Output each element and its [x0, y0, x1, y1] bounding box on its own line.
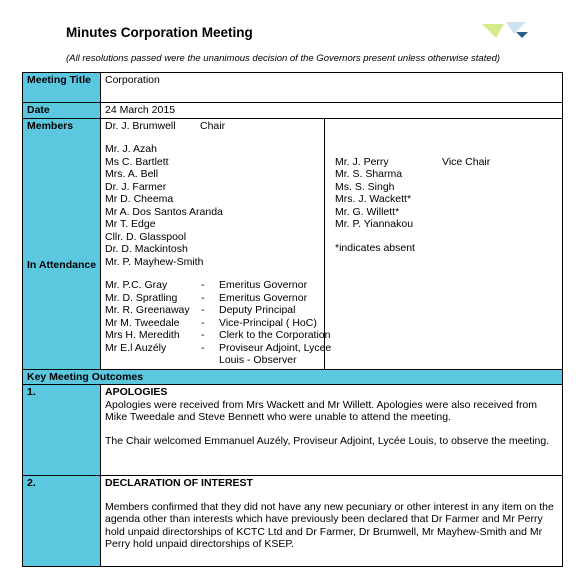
meeting-title-value: Corporation [101, 73, 563, 103]
list-item: Mr A. Dos Santos Aranda [105, 205, 223, 218]
list-item: Ms. S. Singh [335, 180, 395, 193]
absent-note: *indicates absent [335, 241, 415, 254]
outcome-number: 2. [23, 476, 101, 567]
list-item: Mr. G. Willett* [335, 205, 400, 218]
attendance-item: Mr M. Tweedale - Vice-Principal ( HoC) [105, 316, 317, 329]
members-label-cell [23, 118, 101, 369]
row-members [23, 118, 563, 369]
outcome-body [101, 476, 563, 567]
outcome-heading: APOLOGIES [105, 386, 168, 398]
outcome-heading: DECLARATION OF INTEREST [105, 477, 253, 489]
document-title: Minutes Corporation Meeting [66, 25, 253, 40]
row-outcomes-header [23, 369, 563, 385]
list-item: Dr. J. Farmer [105, 180, 167, 193]
list-item: Cllr. D. Glasspool [105, 230, 187, 243]
list-item: Ms C. Bartlett [105, 155, 169, 168]
minutes-table [22, 72, 563, 567]
members-left-cell [101, 118, 332, 369]
outcome-paragraph: Members confirmed that they did not have any new pecuniary or other interest in any item on the agenda other than interests which have previously been declared that Dr Farmer and Mr Perry hold unpaid directorships of KCTC Ltd and Dr Farmer, Dr Brumwell, Mr Mayhew-Smith and Mr Perry hold unpaid directorships of KSEP. [105, 500, 554, 550]
row-outcome-1 [23, 385, 563, 476]
document-subtitle: (All resolutions passed were the unanimous decision of the Governors present unless otherwise stated) [66, 53, 501, 64]
outcome-number: 1. [23, 385, 101, 476]
chair-name: Dr. J. Brumwell [105, 119, 176, 132]
outcome-paragraph: Apologies were received from Mrs Wackett and Mr Willett. Apologies were also received from Mike Tweedale and Steve Bennett who were unable to attend the meeting. [105, 398, 538, 423]
attendance-label: In Attendance [27, 258, 97, 271]
members-label: Members [27, 119, 74, 132]
row-meeting-title [23, 73, 563, 103]
row-outcome-2 [23, 476, 563, 567]
logo-icon [482, 22, 530, 40]
list-item: Mr. J. Perry Vice Chair [335, 155, 491, 168]
date-label: Date [23, 103, 101, 119]
list-item: Mr. S. Sharma [335, 168, 403, 180]
attendance-item: Mr. R. Greenaway - Deputy Principal [105, 304, 296, 316]
list-item: Mr. P. Yiannakou [335, 218, 414, 230]
attendance-continuation: Louis - Observer [219, 354, 297, 366]
row-date [23, 103, 563, 119]
date-value: 24 March 2015 [101, 103, 563, 119]
attendance-item: Mrs H. Meredith - Clerk to the Corporation [105, 329, 331, 341]
list-item: Mr D. Cheema [105, 193, 174, 205]
list-item: Mrs. J. Wackett* [335, 193, 412, 205]
outcome-paragraph: The Chair welcomed Emmanuel Auzély, Proviseur Adjoint, Lycée Louis, to observe the meeting. [105, 434, 550, 447]
list-item: Mr T. Edge [105, 218, 156, 230]
attendance-item: Mr E.l Auzély - Proviseur Adjoint, Lycee [105, 341, 332, 354]
outcome-body [101, 385, 563, 476]
attendance-list [105, 279, 332, 367]
chair-role: Chair [200, 119, 226, 132]
members-right-list [335, 156, 558, 231]
attendance-item: Mr. D. Spratling - Emeritus Governor [105, 291, 308, 304]
list-item: Dr. D. Mackintosh [105, 243, 188, 255]
list-item: Mrs. A. Bell [105, 168, 159, 180]
list-item: Mr. P. Mayhew-Smith [105, 255, 204, 268]
attendance-item: Mr. P.C. Gray - Emeritus Governor [105, 279, 308, 291]
members-left-list [105, 143, 320, 268]
chair-line [105, 120, 320, 133]
outcomes-header: Key Meeting Outcomes [23, 369, 563, 385]
members-right-cell [325, 118, 563, 369]
list-item: Mr. J. Azah [105, 143, 157, 155]
meeting-title-label: Meeting Title [23, 73, 101, 103]
